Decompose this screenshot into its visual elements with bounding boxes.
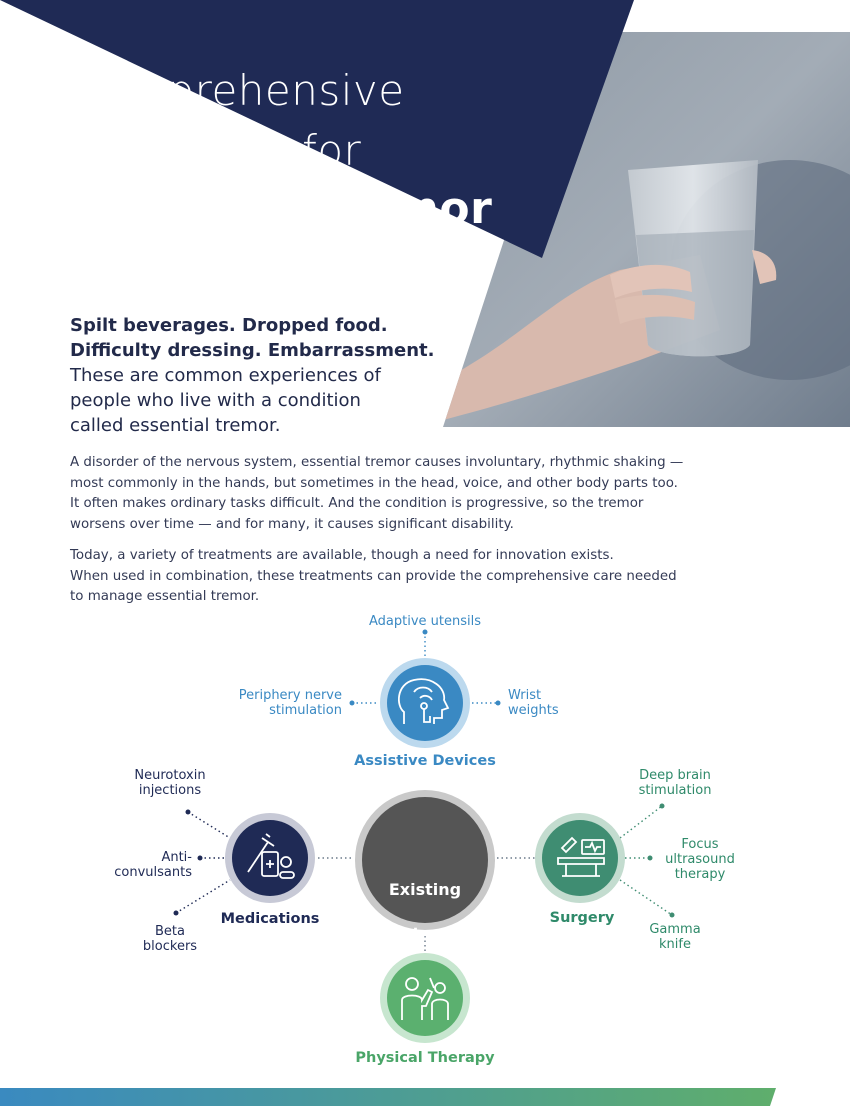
physical-therapy-title: Physical Therapy xyxy=(355,1050,495,1066)
gamma-knife-label: Gamma knife xyxy=(649,922,701,952)
intro-text-1: These are common experiences of xyxy=(70,365,381,386)
center-label-line-2: Treatments xyxy=(373,924,477,943)
intro-lead-1: Spilt beverages. Dropped food. xyxy=(70,315,388,336)
center-label-line-1: Existing xyxy=(388,880,462,899)
center-label xyxy=(365,857,485,967)
adaptive-utensils-label: Adaptive utensils xyxy=(368,614,481,629)
page-title-line-1: Comprehensive xyxy=(70,66,405,115)
intro-text-3: called essential tremor. xyxy=(70,415,281,436)
focus-ultrasound-therapy-label: Focus ultrasound therapy xyxy=(665,837,735,882)
neurotoxin-injections-label: Neurotoxin injections xyxy=(134,768,206,798)
para2-line: Today, a variety of treatments are available, though a need for innovation exists. xyxy=(70,548,614,563)
para1-line: worsens over time — and for many, it causes significant disability. xyxy=(70,516,514,532)
para2-line: When used in combination, these treatments can provide the comprehensive care needed xyxy=(70,568,677,584)
intro-text-2: people who live with a condition xyxy=(70,390,361,411)
bottom-gradient-bar xyxy=(0,1088,850,1106)
periphery-nerve-stimulation-label: Periphery nerve stimulation xyxy=(238,688,342,718)
page-title-line-2: Treatment for xyxy=(70,126,362,175)
para1-line: A disorder of the nervous system, essential tremor causes involuntary, rhythmic shaking — xyxy=(70,455,684,470)
para1-line: It often makes ordinary tasks difficult. And the condition is progressive, so the tremor xyxy=(70,496,644,511)
body-paragraph-2 xyxy=(70,546,730,608)
beta-blockers-label: Beta blockers xyxy=(142,924,198,954)
para1-line: most commonly in the hands, but sometimes in the head, voice, and other body parts too. xyxy=(70,475,678,491)
deep-brain-stimulation-label: Deep brain stimulation xyxy=(638,768,712,798)
surgery-title: Surgery xyxy=(549,910,615,926)
medications-title: Medications xyxy=(220,911,320,927)
anticonvulsants-label: Anti- convulsants xyxy=(114,850,192,880)
body-paragraph-1 xyxy=(70,453,730,535)
para2-line: to manage essential tremor. xyxy=(70,589,260,604)
wrist-weights-label: Wrist weights xyxy=(508,688,559,718)
intro-lead-2: Difficulty dressing. Embarrassment. xyxy=(70,340,435,361)
assistive-devices-title: Assistive Devices xyxy=(354,753,496,769)
page-title-line-3: Essential Tremor xyxy=(70,183,493,234)
intro-block xyxy=(70,313,450,438)
